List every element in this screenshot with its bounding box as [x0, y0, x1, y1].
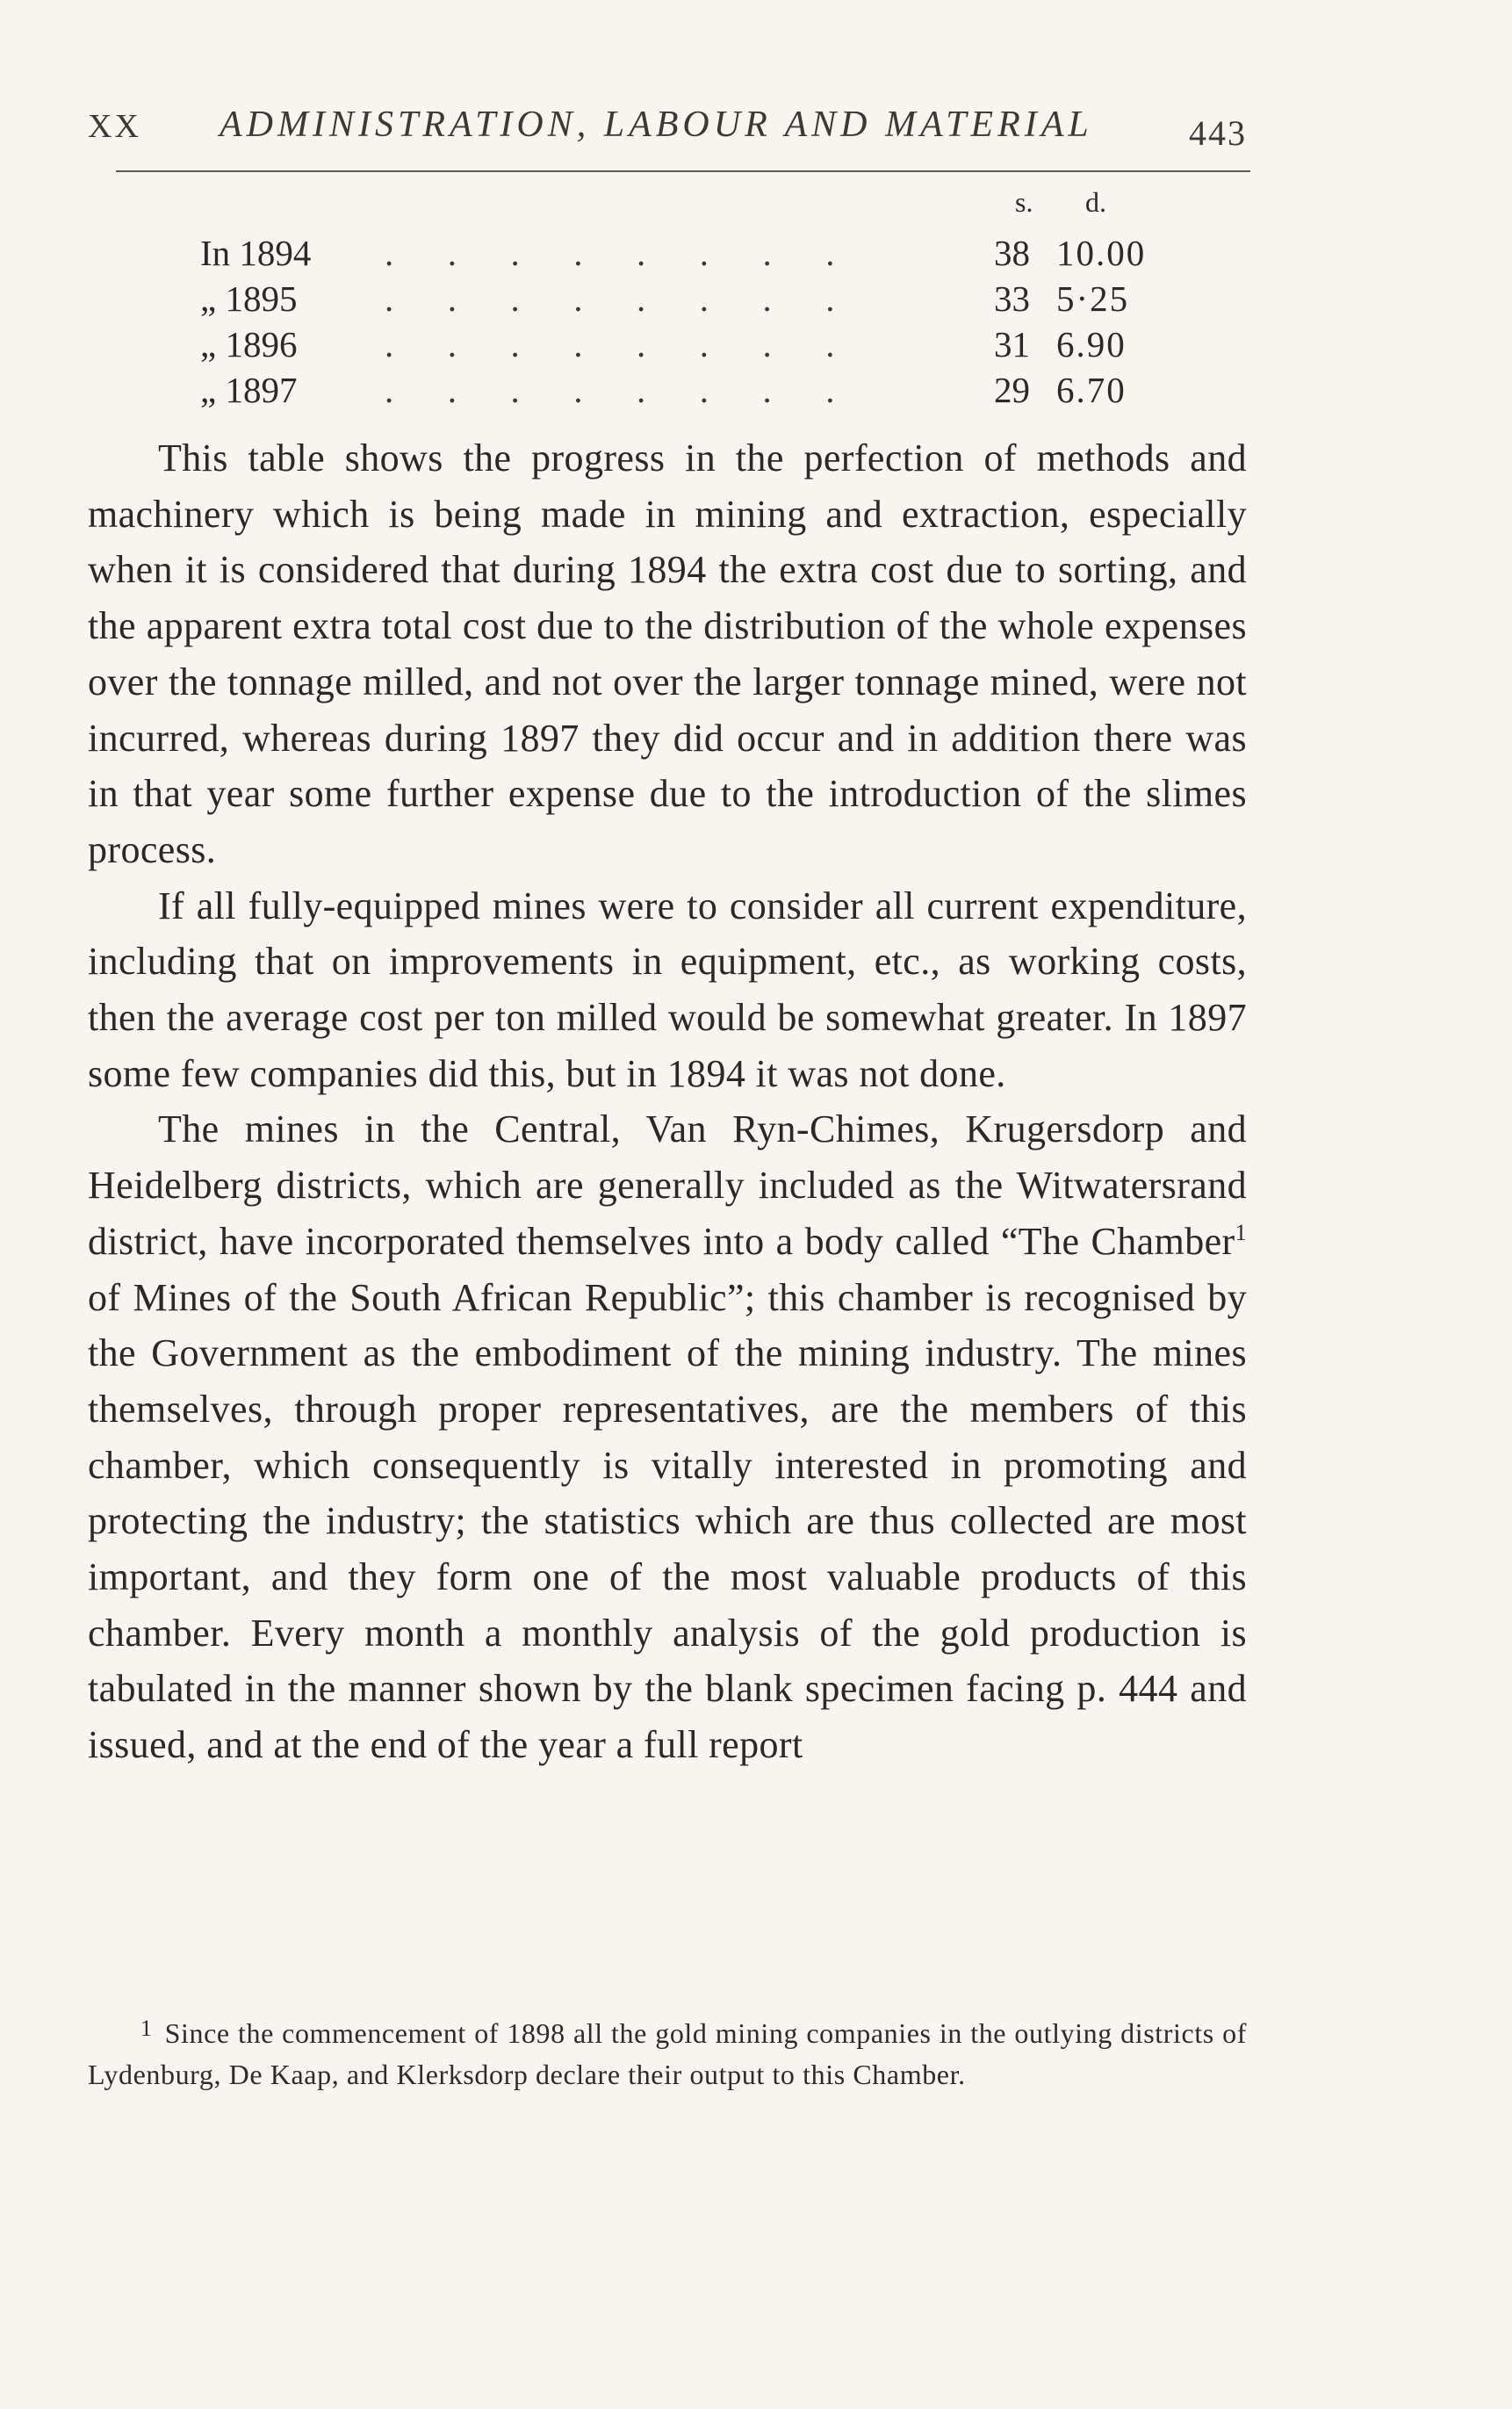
- paragraph-3: [88, 1101, 1247, 1772]
- row-pence: 6.70: [1056, 370, 1127, 410]
- paragraph-3-part-1: The mines in the Central, Van Ryn-Chimes, Krugersdorp and Heidelberg districts, which are generally included as the Witwatersrand district, have incorporated themselves into a body called “The Chamber: [88, 1107, 1247, 1263]
- body-text: [88, 430, 1247, 1773]
- table-row: [200, 232, 1166, 278]
- row-shillings: 33: [994, 278, 1030, 319]
- paragraph-3-part-2: of Mines of the South African Republic”; this chamber is recognised by the Government as the embodiment of the mining industry. The mines themselves, through proper representatives, are the members of this chamber, which consequently is vitally interested in promoting and protecting the industry; the statistics which are thus collected are most important, and they form one of the most valuable products of this chamber. Every month a monthly analysis of the gold production is tabulated in the manner shown by the blank specimen facing p. 444 and issued, and at the end of the year a full report: [88, 1275, 1247, 1767]
- row-pence: 10.00: [1056, 233, 1147, 273]
- header-rule: [116, 170, 1250, 172]
- unit-pence: d.: [1085, 186, 1106, 218]
- unit-shillings: s.: [1015, 186, 1033, 218]
- footnote: [88, 2008, 1247, 2095]
- row-pence: 5·25: [1056, 278, 1130, 319]
- table-row: [200, 369, 1166, 415]
- unit-header: [987, 186, 1250, 227]
- page-number: 443: [1189, 113, 1247, 153]
- paragraph-2: If all fully-equipped mines were to consider all current expenditure, including that on improvements in equipment, etc., as working costs, then the average cost per ton milled would be somewhat greater. In 1897 some few companies did this, but in 1894 it was not done.: [88, 884, 1247, 1095]
- row-year-label: „ 1895: [200, 278, 298, 319]
- table-row: [200, 278, 1166, 323]
- leader-dots: . . . . . . . .: [385, 233, 835, 273]
- chapter-number: XX: [88, 108, 141, 145]
- leader-dots: . . . . . . . .: [385, 278, 835, 319]
- footnote-mark: 1: [140, 2016, 153, 2041]
- paragraph-1: This table shows the progress in the perfection of methods and machinery which is being made in mining and extraction, especially when it is considered that during 1894 the extra cost due to sorting, and the apparent extra total cost due to the distribution of the whole expenses over the tonnage milled, and not over the larger tonnage mined, were not incurred, whereas during 1897 they did occur and in addition there was in that year some further expense due to the introduction of the slimes process.: [88, 436, 1247, 871]
- footnote-reference[interactable]: 1: [1235, 1219, 1247, 1245]
- row-year-label: „ 1896: [200, 324, 298, 364]
- row-pence: 6.90: [1056, 324, 1127, 364]
- running-title: ADMINISTRATION, LABOUR AND MATERIAL: [220, 105, 1093, 145]
- footnote-text: Since the commencement of 1898 all the gold mining companies in the outlying districts of Lydenburg, De Kaap, and Klerksdorp declare their output to this Chamber.: [88, 2017, 1247, 2090]
- leader-dots: . . . . . . . .: [385, 324, 835, 364]
- row-shillings: 38: [994, 233, 1030, 273]
- row-shillings: 31: [994, 324, 1030, 364]
- running-header: [88, 104, 1247, 156]
- row-shillings: 29: [994, 370, 1030, 410]
- table-row: [200, 323, 1166, 369]
- row-year-label: „ 1897: [200, 370, 298, 410]
- leader-dots: . . . . . . . .: [385, 370, 835, 410]
- row-year-label: In 1894: [200, 233, 312, 273]
